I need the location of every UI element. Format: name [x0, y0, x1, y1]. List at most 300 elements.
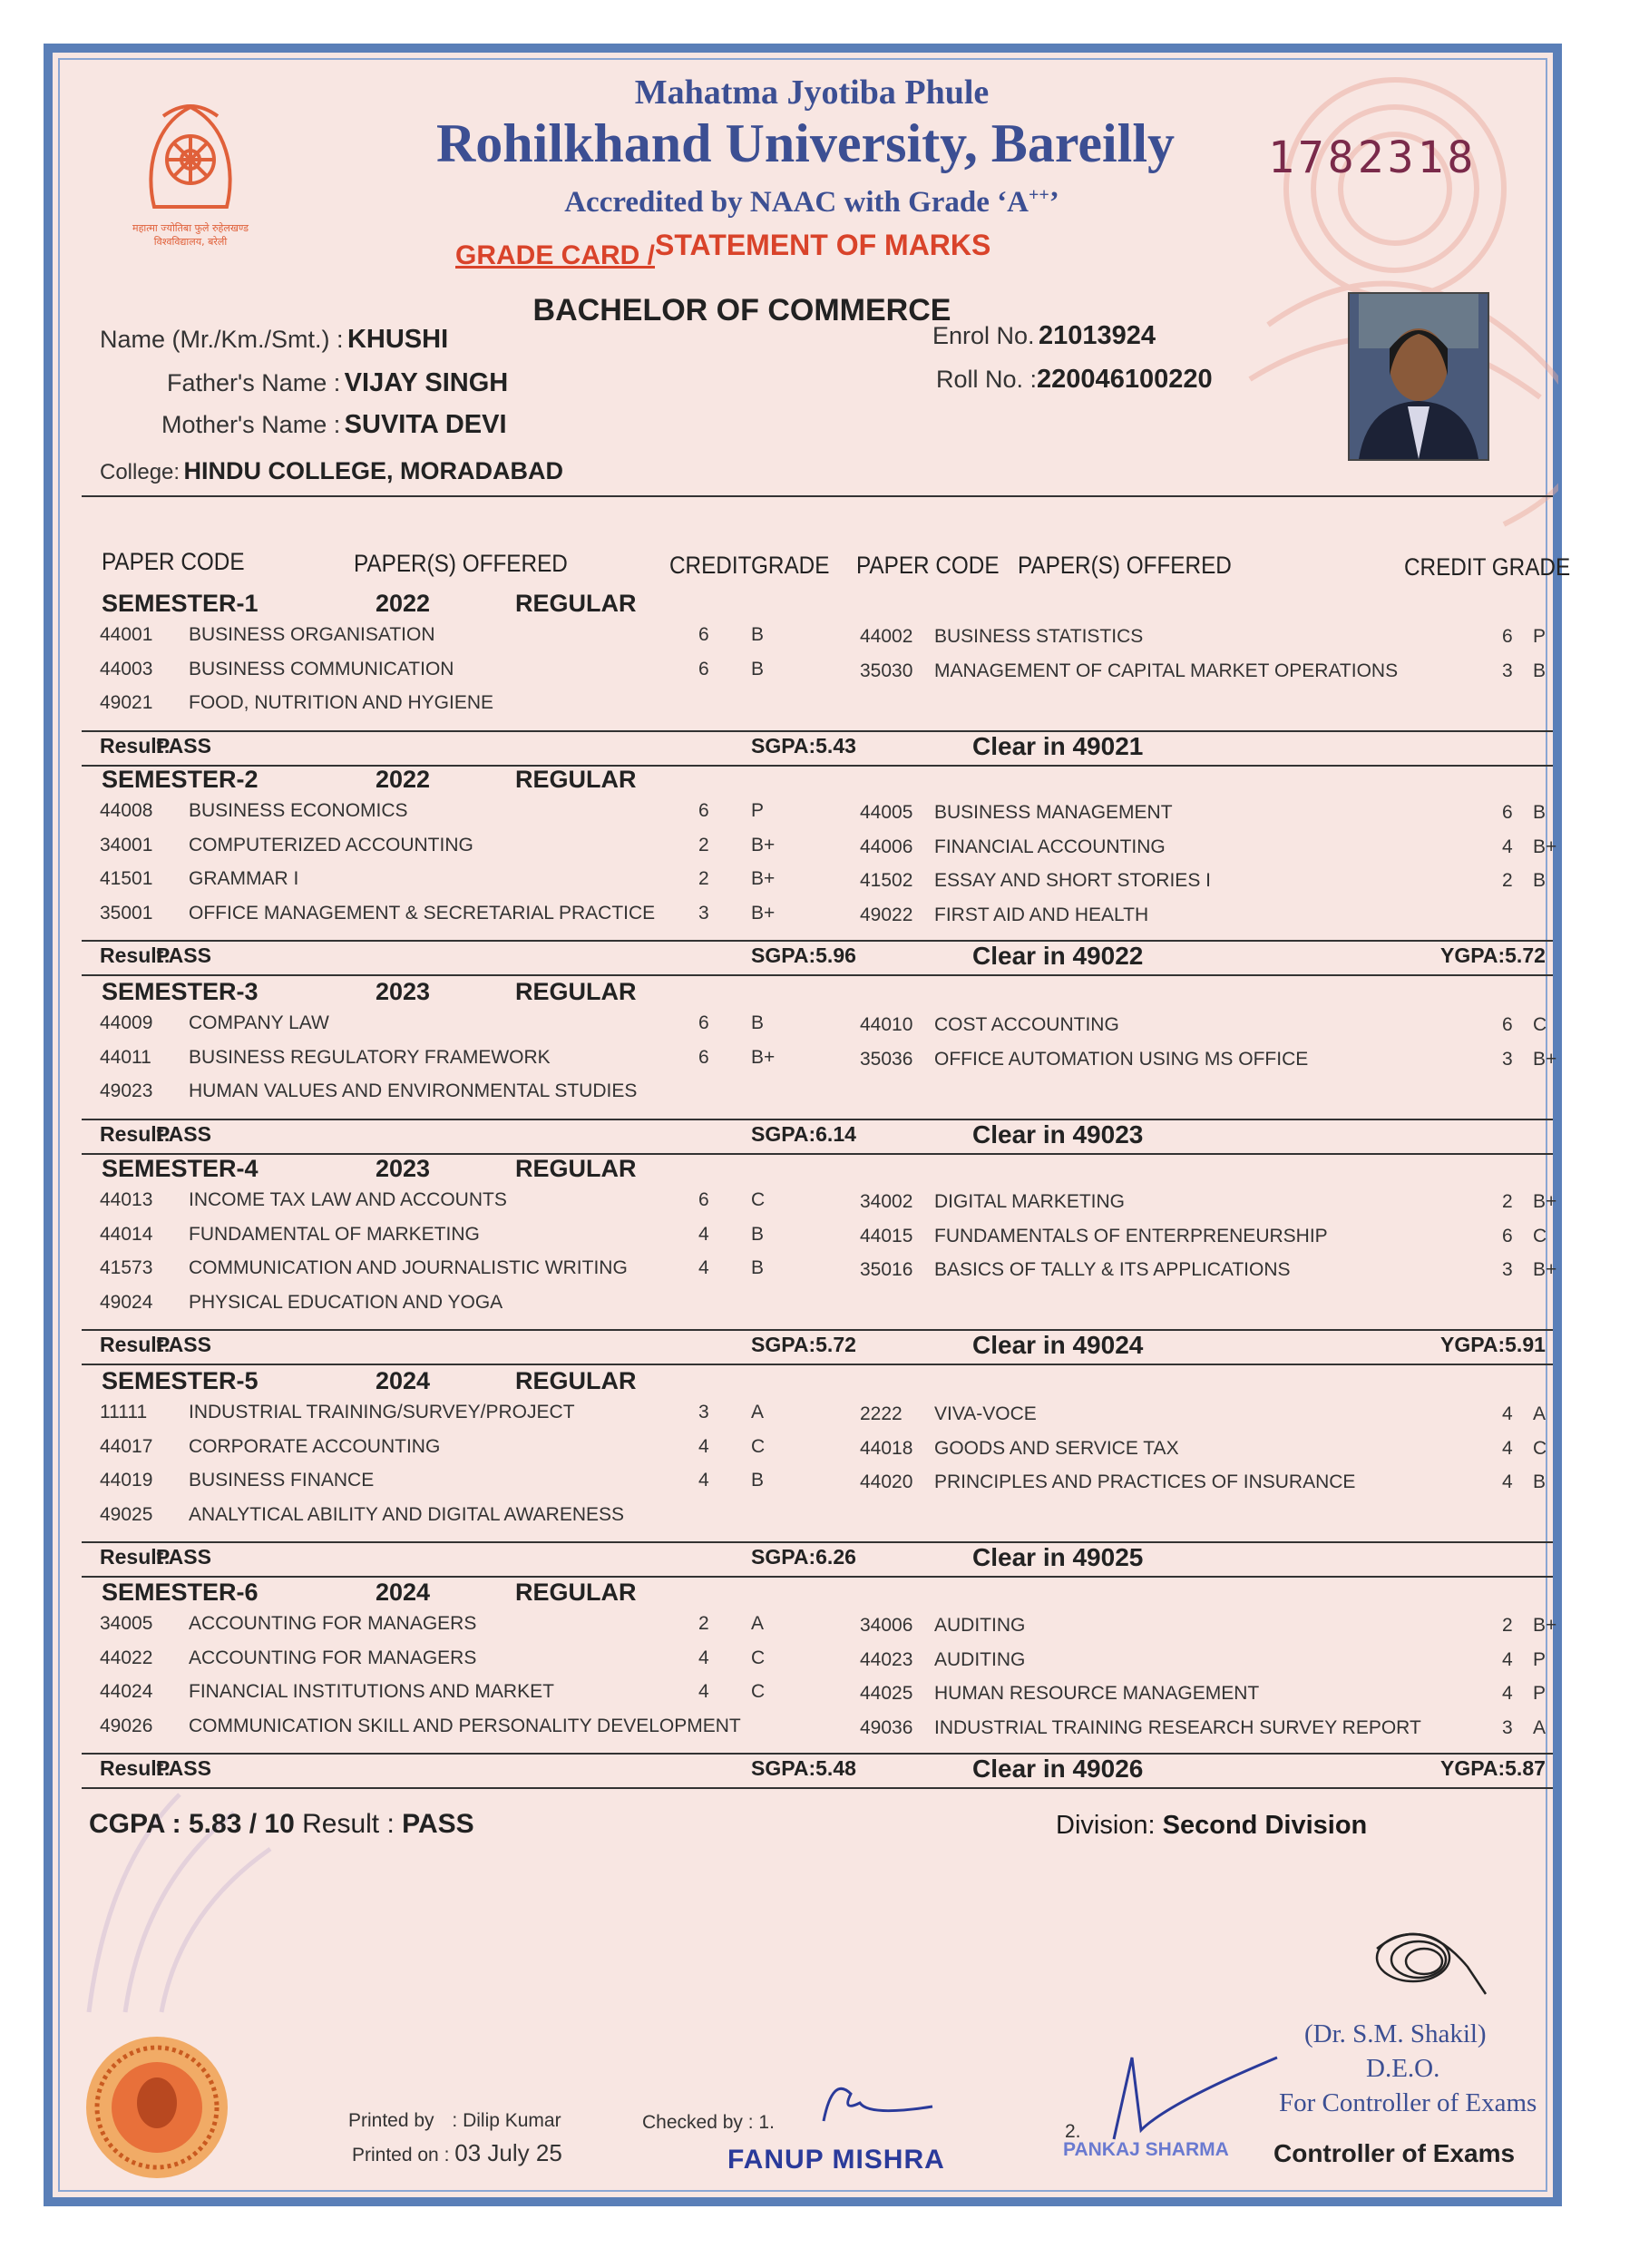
credit: 6	[1502, 1014, 1513, 1035]
paper-title: CORPORATE ACCOUNTING	[189, 1435, 441, 1457]
mother-name: SUVITA DEVI	[344, 410, 507, 439]
student-photo	[1348, 292, 1489, 461]
paper-code: 49023	[100, 1080, 153, 1101]
result-label: Result:	[100, 1545, 171, 1569]
credit: 3	[698, 902, 709, 924]
paper-code: 44002	[860, 626, 913, 647]
grade: P	[1533, 1648, 1547, 1670]
grade: B+	[1533, 1259, 1557, 1280]
result-value: PASS	[156, 1756, 211, 1780]
credit: 6	[1502, 626, 1513, 647]
paper-title: BUSINESS COMMUNICATION	[189, 658, 454, 679]
printed-by-label: Printed by	[348, 2110, 434, 2131]
table-row	[53, 1504, 1571, 1538]
checker2-name: PANKAJ SHARMA	[1063, 2139, 1229, 2160]
paper-title: BASICS OF TALLY & ITS APPLICATIONS	[934, 1259, 1291, 1280]
paper-code: 44008	[100, 800, 153, 821]
sgpa-value: SGPA:5.43	[751, 733, 856, 758]
semester-divider	[82, 1576, 1553, 1578]
divider-top	[82, 495, 1553, 497]
grade: P	[751, 800, 765, 821]
sgpa-value: SGPA:6.14	[751, 1121, 856, 1146]
credit: 6	[698, 800, 709, 821]
semester-year: 2023	[376, 978, 431, 1005]
paper-title: AUDITING	[934, 1615, 1026, 1636]
result-label: Result:	[100, 1756, 171, 1780]
roll-row	[936, 365, 1213, 395]
result-value: PASS	[156, 1545, 211, 1569]
table-row	[53, 1257, 1571, 1291]
paper-title: HUMAN RESOURCE MANAGEMENT	[934, 1683, 1260, 1704]
paper-code: 11111	[100, 1402, 148, 1422]
paper-title: ANALYTICAL ABILITY AND DIGITAL AWARENESS	[189, 1503, 625, 1525]
accreditation-grade-sup: ++	[1028, 185, 1049, 205]
paper-title: BUSINESS ORGANISATION	[189, 624, 435, 645]
paper-title: FIRST AID AND HEALTH	[934, 904, 1149, 925]
table-row	[53, 692, 1571, 726]
credit: 4	[1502, 1683, 1513, 1704]
controller-signature-icon	[1350, 1912, 1495, 2012]
division-label: Division:	[1056, 1811, 1156, 1840]
table-row	[53, 624, 1571, 658]
grade: C	[1533, 1225, 1547, 1246]
credit: 4	[698, 1435, 709, 1457]
paper-title: PHYSICAL EDUCATION AND YOGA	[189, 1291, 503, 1313]
paper-title: ACCOUNTING FOR MANAGERS	[189, 1613, 477, 1634]
accreditation	[53, 185, 1571, 220]
semester-result-row	[53, 1119, 1571, 1156]
paper-title: FOOD, NUTRITION AND HYGIENE	[189, 692, 494, 713]
printed-on-value: 03 July 25	[454, 2139, 562, 2166]
grade: C	[751, 1435, 766, 1457]
semester-result-row	[53, 1756, 1571, 1790]
semester-header	[53, 1367, 1571, 1401]
sgpa-value: SGPA:5.72	[751, 1333, 856, 1356]
table-row	[53, 1292, 1571, 1325]
grade: B+	[1533, 836, 1557, 857]
paper-title: GRAMMAR I	[189, 868, 299, 889]
grade: B	[751, 1223, 765, 1245]
paper-code: 41501	[100, 868, 153, 889]
paper-code: 49025	[100, 1503, 153, 1525]
semester-type: REGULAR	[515, 1367, 637, 1394]
paper-code: 34001	[100, 834, 153, 855]
paper-title: OFFICE MANAGEMENT & SECRETARIAL PRACTICE	[189, 902, 656, 924]
grade: B	[751, 658, 765, 679]
paper-code: 44003	[100, 658, 153, 679]
checker2-number: 2.	[1065, 2121, 1081, 2142]
paper-code: 44015	[860, 1225, 913, 1246]
grade: P	[1533, 1683, 1547, 1704]
checked-by: Checked by : 1.	[642, 2112, 775, 2133]
grade: C	[1533, 1437, 1547, 1459]
semester-header	[53, 978, 1571, 1012]
table-row	[53, 1470, 1571, 1503]
paper-title: COST ACCOUNTING	[934, 1014, 1119, 1035]
checker2-signature-icon	[1096, 2039, 1286, 2148]
table-row	[53, 1681, 1571, 1715]
semester-name: SEMESTER-2	[102, 766, 259, 793]
credit: 6	[1502, 802, 1513, 823]
paper-code: 41502	[860, 870, 913, 891]
title-grade-card: GRADE CARD /	[455, 240, 656, 270]
credit: 2	[698, 868, 709, 889]
paper-code: 34002	[860, 1191, 913, 1212]
credit: 4	[698, 1647, 709, 1668]
grade: A	[1533, 1716, 1547, 1738]
semester-header	[53, 590, 1571, 623]
table-row	[53, 868, 1571, 902]
grade: C	[751, 1681, 766, 1702]
credit: 6	[698, 1189, 709, 1210]
accreditation-text-end: ’	[1049, 186, 1059, 219]
paper-code: 35001	[100, 902, 153, 924]
enrol-label: Enrol No.	[932, 322, 1035, 349]
paper-code: 44014	[100, 1223, 153, 1245]
father-name: VIJAY SINGH	[344, 368, 509, 397]
credit: 4	[1502, 1437, 1513, 1459]
table-row	[53, 800, 1571, 834]
credit: 4	[1502, 1648, 1513, 1670]
table-row	[53, 1716, 1571, 1749]
result-value: PASS	[156, 1333, 211, 1356]
semester-year: 2022	[376, 590, 431, 617]
credit: 6	[698, 624, 709, 645]
result-label: Result:	[100, 943, 171, 967]
credit: 2	[698, 1613, 709, 1634]
credit: 4	[698, 1470, 709, 1491]
final-result-label: Result :	[302, 1809, 395, 1839]
clear-status: Clear in 49026	[972, 1755, 1144, 1783]
result-divider	[82, 730, 1553, 732]
credit: 2	[698, 834, 709, 855]
grade: A	[751, 1402, 765, 1422]
semester-name: SEMESTER-5	[102, 1367, 259, 1394]
semester-type: REGULAR	[515, 1155, 637, 1182]
paper-title: COMMUNICATION SKILL AND PERSONALITY DEVELOPMENT	[189, 1715, 741, 1736]
paper-code: 44024	[100, 1681, 153, 1702]
paper-code: 49036	[860, 1716, 913, 1738]
sgpa-value: SGPA:5.96	[751, 943, 856, 967]
college-name: HINDU COLLEGE, MORADABAD	[183, 457, 564, 484]
col-header-paper-code-left: PAPER CODE	[102, 548, 245, 575]
name-label: Name (Mr./Km./Smt.) :	[100, 326, 344, 353]
semester-type: REGULAR	[515, 1579, 637, 1606]
clear-status: Clear in 49025	[972, 1543, 1144, 1571]
credit: 4	[1502, 836, 1513, 857]
grade: A	[751, 1613, 765, 1634]
background-watermark-graphic-2	[53, 1758, 307, 2030]
paper-code: 49021	[100, 692, 153, 713]
student-name: KHUSHI	[346, 325, 449, 354]
ygpa-value: YGPA:5.91	[1440, 1333, 1546, 1356]
enrol-number: 21013924	[1039, 321, 1156, 350]
grade: C	[1533, 1014, 1547, 1035]
serial-number: 1782318	[1268, 132, 1478, 183]
paper-title: OFFICE AUTOMATION USING MS OFFICE	[934, 1048, 1309, 1070]
paper-title: DIGITAL MARKETING	[934, 1191, 1126, 1212]
semester-type: REGULAR	[515, 978, 637, 1005]
ygpa-value: YGPA:5.87	[1440, 1756, 1546, 1780]
grade: B	[1533, 660, 1547, 681]
grade: B	[751, 1470, 765, 1491]
checker1-name: FANUP MISHRA	[727, 2145, 945, 2175]
semester-year: 2024	[376, 1579, 431, 1606]
credit: 3	[1502, 1259, 1513, 1280]
sgpa-value: SGPA:6.26	[751, 1545, 856, 1569]
grade: B	[751, 1257, 765, 1278]
stamp-name: (Dr. S.M. Shakil)	[1304, 2019, 1487, 2048]
paper-code: 44020	[860, 1471, 913, 1492]
semester-result-row	[53, 1545, 1571, 1579]
semester-divider	[82, 1364, 1553, 1365]
ygpa-value: YGPA:5.72	[1440, 943, 1546, 967]
credit: 4	[1502, 1471, 1513, 1492]
credit: 2	[1502, 1191, 1513, 1212]
result-divider	[82, 1753, 1553, 1755]
paper-code: 44025	[860, 1683, 913, 1704]
checker1-signature-icon	[805, 2067, 951, 2139]
paper-title: VIVA-VOCE	[934, 1403, 1037, 1424]
mother-label: Mother's Name :	[161, 411, 341, 438]
paper-code: 44013	[100, 1189, 153, 1210]
division-summary	[1056, 1811, 1367, 1841]
grade: B+	[1533, 1048, 1557, 1070]
grade: P	[1533, 626, 1547, 647]
division-value: Second Division	[1162, 1811, 1368, 1840]
result-label: Result:	[100, 733, 171, 758]
grade: B+	[751, 834, 776, 855]
table-row	[53, 1613, 1571, 1647]
credit: 4	[698, 1681, 709, 1702]
semester-year: 2023	[376, 1155, 431, 1182]
paper-code: 2222	[860, 1403, 903, 1424]
result-label: Result:	[100, 1333, 171, 1356]
paper-title: BUSINESS STATISTICS	[934, 626, 1144, 647]
logo-caption: महात्मा ज्योतिबा फुले रुहेलखण्ड विश्वविद्यालय, बरेली	[132, 222, 249, 248]
clear-status: Clear in 49024	[972, 1331, 1144, 1359]
paper-code: 49024	[100, 1291, 153, 1313]
semester-name: SEMESTER-4	[102, 1155, 259, 1182]
result-value: PASS	[156, 1121, 211, 1146]
printed-by	[348, 2110, 561, 2132]
table-row	[53, 1436, 1571, 1470]
grade: B	[1533, 802, 1547, 823]
controller-of-exams: Controller of Exams	[1273, 2139, 1516, 2167]
semester-header	[53, 1579, 1571, 1612]
col-header-credit-grade-right: CREDIT GRADE	[1404, 553, 1571, 581]
col-header-papers-left: PAPER(S) OFFERED	[354, 550, 568, 577]
paper-code: 35030	[860, 660, 913, 681]
paper-code: 41573	[100, 1257, 153, 1278]
printed-on-label: Printed on :	[352, 2145, 450, 2165]
result-divider	[82, 940, 1553, 942]
college-label: College:	[100, 460, 181, 484]
title-statement-of-marks: STATEMENT OF MARKS	[655, 229, 991, 261]
printed-on	[352, 2139, 562, 2167]
student-photo-silhouette	[1350, 294, 1488, 459]
paper-title: ACCOUNTING FOR MANAGERS	[189, 1647, 477, 1668]
credit: 6	[698, 1046, 709, 1068]
semester-name: SEMESTER-3	[102, 978, 259, 1005]
father-label: Father's Name :	[167, 369, 341, 396]
credit: 2	[1502, 870, 1513, 891]
grade: B	[751, 1012, 765, 1033]
paper-title: PRINCIPLES AND PRACTICES OF INSURANCE	[934, 1471, 1356, 1492]
result-divider	[82, 1329, 1553, 1331]
university-name-line2: Rohilkhand University, Bareilly	[435, 113, 1176, 173]
credit: 4	[1502, 1403, 1513, 1424]
paper-title: FINANCIAL INSTITUTIONS AND MARKET	[189, 1681, 554, 1702]
semester-header	[53, 766, 1571, 799]
paper-title: AUDITING	[934, 1648, 1026, 1670]
credit: 6	[698, 658, 709, 679]
paper-title: FINANCIAL ACCOUNTING	[934, 836, 1166, 857]
table-row	[53, 1189, 1571, 1223]
grade: B+	[1533, 1191, 1557, 1212]
enrol-row	[932, 321, 1156, 351]
paper-code: 34006	[860, 1615, 913, 1636]
table-row	[53, 1047, 1571, 1080]
semester-header	[53, 1155, 1571, 1188]
paper-title: INCOME TAX LAW AND ACCOUNTS	[189, 1189, 507, 1210]
credit: 4	[698, 1223, 709, 1245]
paper-code: 35036	[860, 1048, 913, 1070]
result-value: PASS	[156, 733, 211, 758]
paper-code: 35016	[860, 1259, 913, 1280]
paper-code: 34005	[100, 1613, 153, 1634]
paper-title: HUMAN VALUES AND ENVIRONMENTAL STUDIES	[189, 1080, 638, 1101]
paper-title: BUSINESS REGULATORY FRAMEWORK	[189, 1046, 551, 1068]
credit: 6	[698, 1012, 709, 1033]
semester-result-row	[53, 943, 1571, 977]
credit: 4	[698, 1257, 709, 1278]
grade: C	[751, 1647, 766, 1668]
paper-code: 44001	[100, 624, 153, 645]
clear-status: Clear in 49023	[972, 1119, 1144, 1149]
semester-type: REGULAR	[515, 766, 637, 793]
semester-result-row	[53, 731, 1571, 767]
printed-by-value: : Dilip Kumar	[452, 2110, 561, 2131]
father-row	[167, 368, 508, 398]
paper-title: COMPANY LAW	[189, 1012, 329, 1033]
grade: B+	[751, 868, 776, 889]
credit: 3	[1502, 1048, 1513, 1070]
credit: 3	[1502, 660, 1513, 681]
final-result: PASS	[402, 1809, 474, 1839]
paper-code: 49022	[860, 904, 913, 925]
paper-title: INDUSTRIAL TRAINING RESEARCH SURVEY REPORT	[934, 1716, 1421, 1738]
table-row	[53, 659, 1571, 692]
semester-year: 2022	[376, 766, 431, 793]
grade: B	[1533, 870, 1547, 891]
col-header-credit: CREDIT	[669, 552, 752, 579]
grade: B+	[751, 1046, 776, 1068]
paper-title: BUSINESS FINANCE	[189, 1470, 375, 1491]
paper-title: ESSAY AND SHORT STORIES I	[934, 870, 1211, 891]
grade: B+	[1533, 1615, 1557, 1636]
roll-number: 220046100220	[1037, 365, 1213, 394]
paper-code: 44018	[860, 1437, 913, 1459]
paper-title: COMPUTERIZED ACCOUNTING	[189, 834, 473, 855]
grade: B	[1533, 1471, 1547, 1492]
mother-row	[161, 410, 507, 440]
college-row	[100, 457, 563, 485]
table-row	[53, 1080, 1571, 1114]
grade: A	[1533, 1403, 1547, 1424]
name-row	[100, 325, 448, 355]
col-header-paper-code-right: PAPER CODE	[856, 552, 1000, 579]
semester-divider	[82, 974, 1553, 976]
table-row	[53, 1224, 1571, 1257]
paper-title: GOODS AND SERVICE TAX	[934, 1437, 1179, 1459]
table-row	[53, 1012, 1571, 1046]
semester-name: SEMESTER-6	[102, 1579, 259, 1606]
paper-title: MANAGEMENT OF CAPITAL MARKET OPERATIONS	[934, 660, 1399, 681]
paper-code: 44023	[860, 1648, 913, 1670]
paper-code: 44011	[100, 1046, 151, 1068]
clear-status: Clear in 49022	[972, 942, 1144, 970]
result-value: PASS	[156, 943, 211, 967]
credit: 2	[1502, 1615, 1513, 1636]
university-name-line1: Mahatma Jyotiba Phule	[634, 73, 990, 112]
semester-result-row	[53, 1333, 1571, 1366]
stamp-designation: D.E.O.	[1366, 2054, 1440, 2083]
credit: 3	[698, 1402, 709, 1422]
paper-code: 44006	[860, 836, 913, 857]
cgpa-summary	[89, 1809, 474, 1840]
paper-code: 44010	[860, 1014, 913, 1035]
table-row	[53, 1647, 1571, 1681]
grade-card-sheet	[44, 44, 1571, 2206]
roll-label: Roll No. :	[936, 366, 1038, 393]
semester-year: 2024	[376, 1367, 431, 1394]
cgpa-value: CGPA : 5.83 / 10	[89, 1809, 295, 1839]
paper-title: INDUSTRIAL TRAINING/SURVEY/PROJECT	[189, 1402, 575, 1422]
result-label: Result:	[100, 1121, 171, 1146]
grade: B+	[751, 902, 776, 924]
stamp-for-controller: For Controller of Exams	[1279, 2088, 1537, 2117]
paper-code: 44009	[100, 1012, 153, 1033]
grade: B	[751, 624, 765, 645]
credit: 3	[1502, 1716, 1513, 1738]
semester-type: REGULAR	[515, 590, 637, 617]
document-title	[455, 229, 991, 271]
paper-title: COMMUNICATION AND JOURNALISTIC WRITING	[189, 1257, 628, 1278]
paper-code: 44017	[100, 1435, 153, 1457]
grade: C	[751, 1189, 766, 1210]
clear-status: Clear in 49021	[972, 731, 1144, 760]
table-row	[53, 1402, 1571, 1435]
semester-divider	[82, 1787, 1553, 1789]
paper-title: FUNDAMENTALS OF ENTERPRENEURSHIP	[934, 1225, 1328, 1246]
university-seal-icon	[80, 2030, 234, 2185]
sgpa-value: SGPA:5.48	[751, 1756, 856, 1780]
col-header-grade: GRADE	[751, 552, 830, 579]
paper-title: BUSINESS ECONOMICS	[189, 800, 408, 821]
table-row	[53, 903, 1571, 936]
semester-name: SEMESTER-1	[102, 590, 259, 617]
paper-title: BUSINESS MANAGEMENT	[934, 802, 1173, 823]
paper-code: 49026	[100, 1715, 153, 1736]
credit: 6	[1502, 1225, 1513, 1246]
col-header-papers-right: PAPER(S) OFFERED	[1018, 552, 1232, 579]
degree-title: BACHELOR OF COMMERCE	[532, 293, 951, 327]
result-divider	[82, 1541, 1553, 1543]
paper-code: 44019	[100, 1470, 153, 1491]
result-divider	[82, 1119, 1553, 1120]
paper-code: 44022	[100, 1647, 153, 1668]
